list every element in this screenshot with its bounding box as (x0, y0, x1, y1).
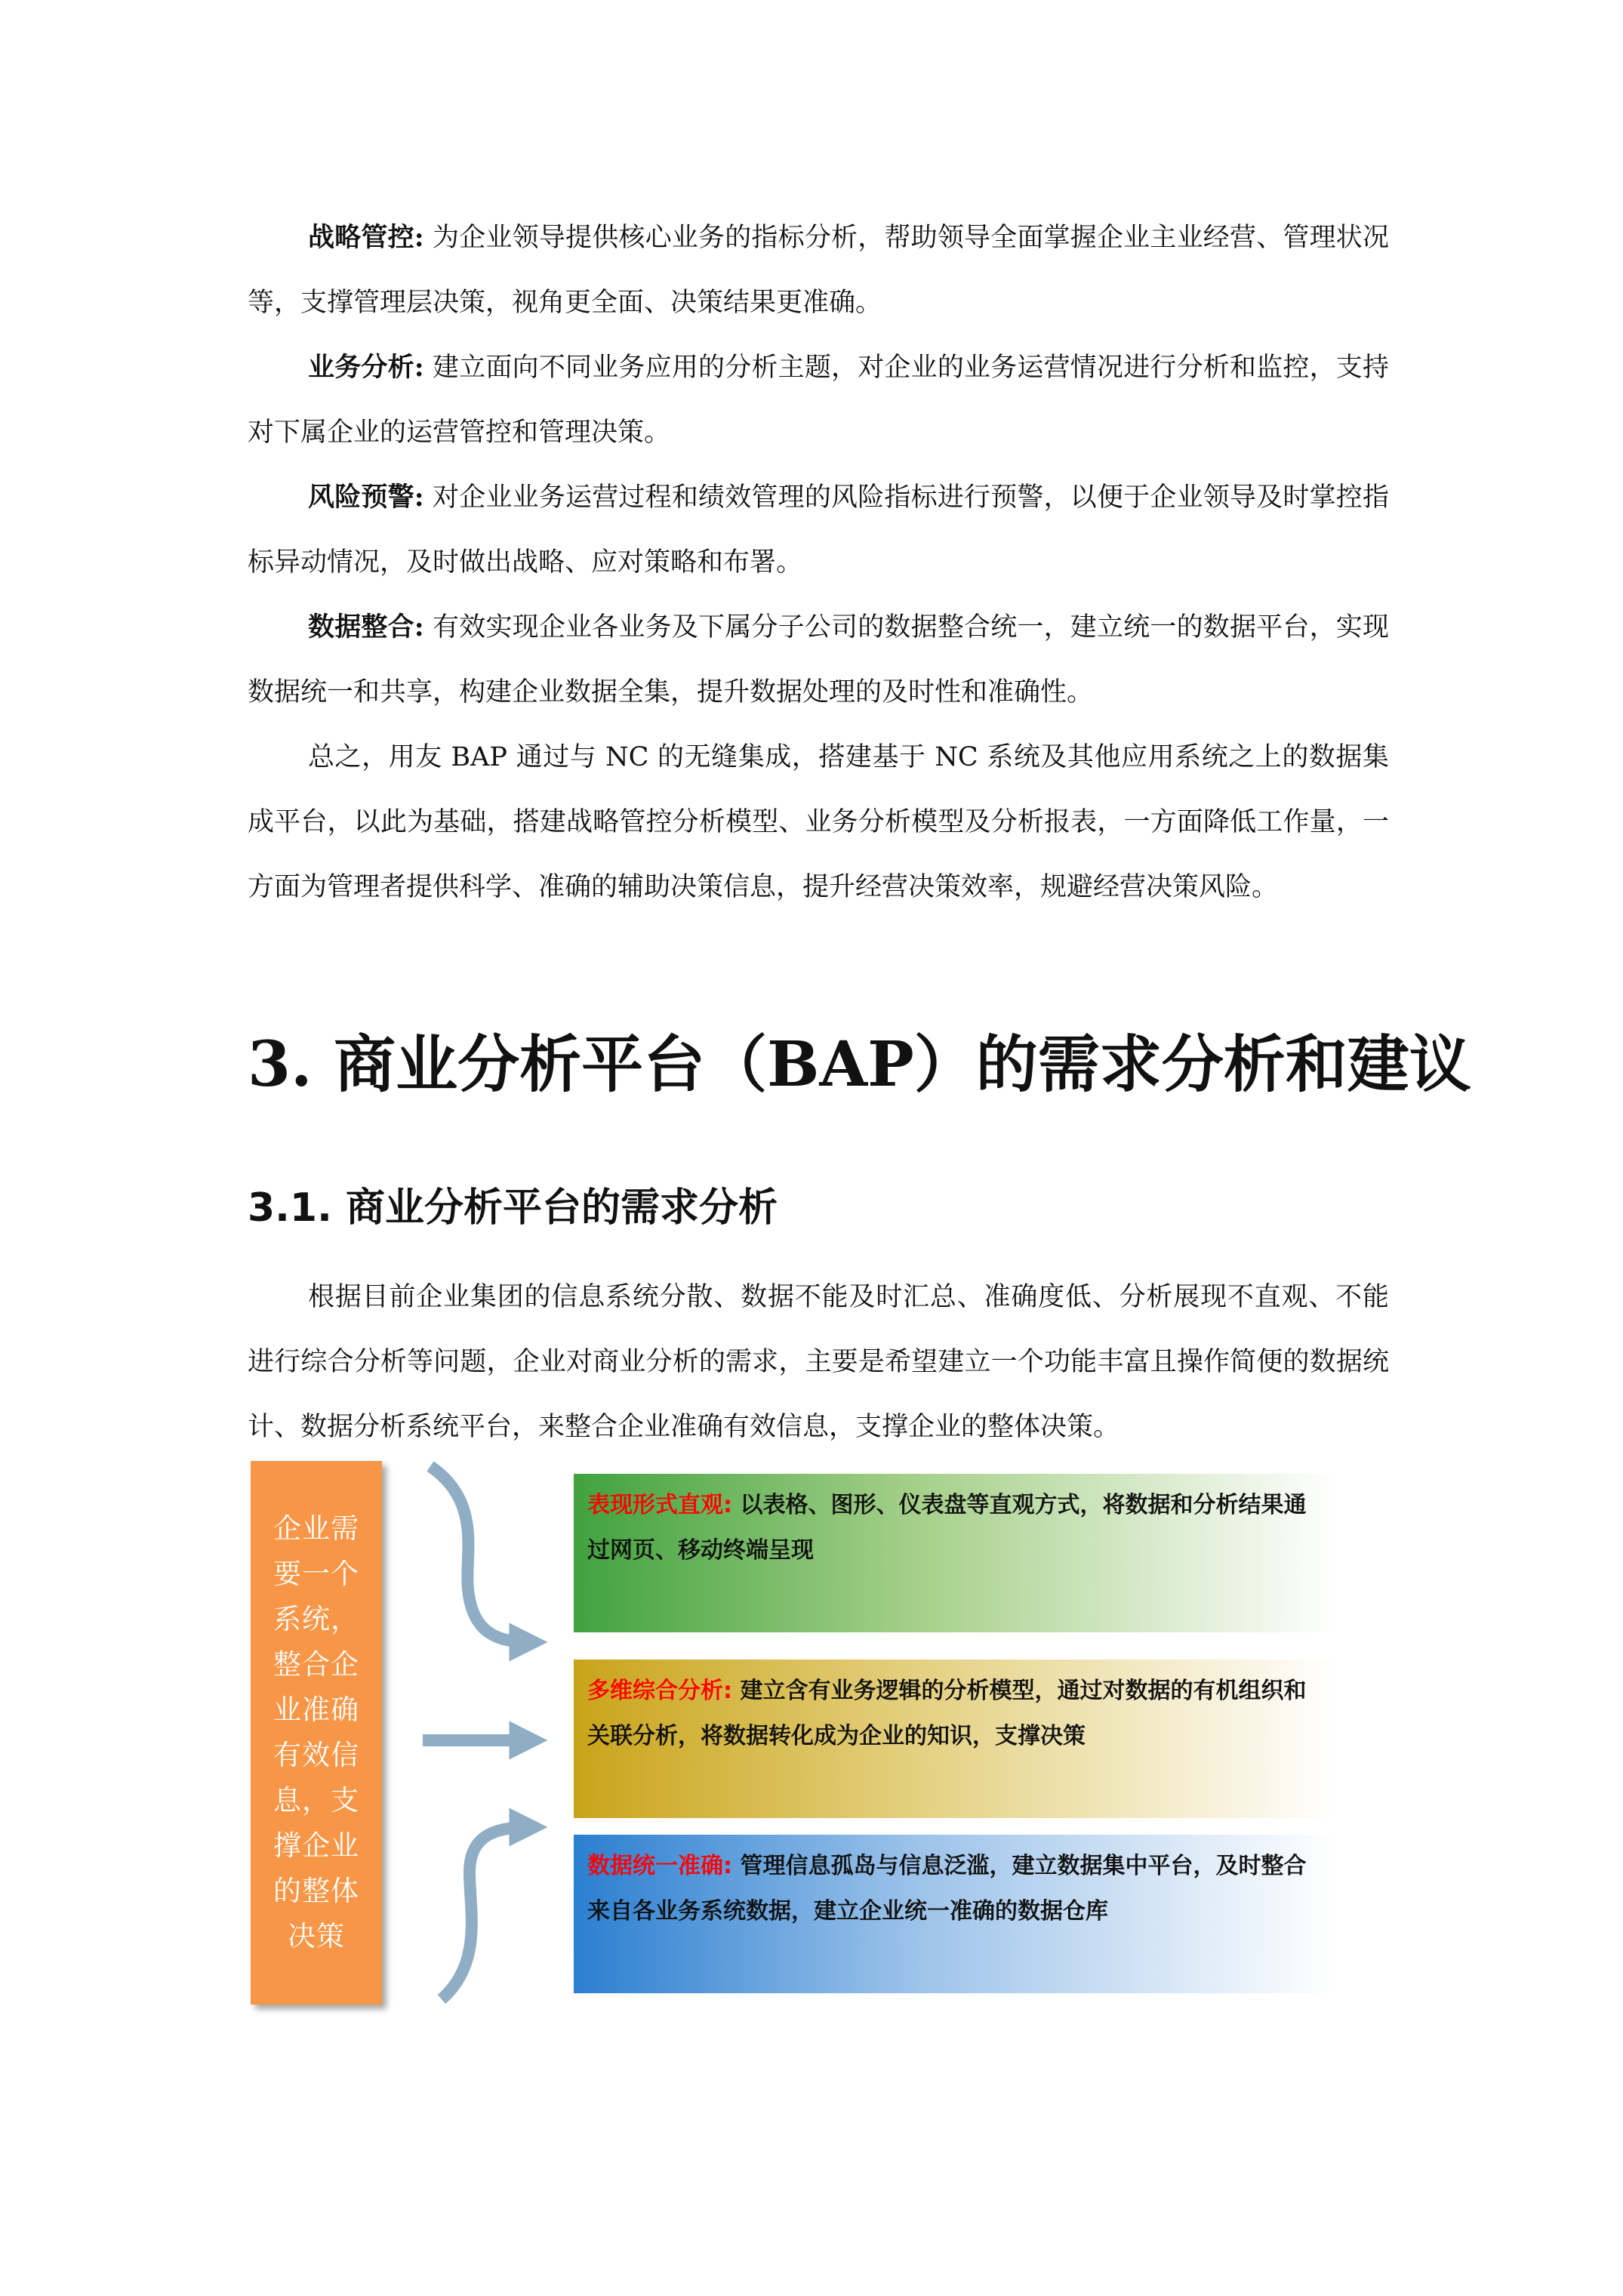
paragraph-intro: 根据目前企业集团的信息系统分散、数据不能及时汇总、准确度低、分析展现不直观、不能进行综合分析等问题，企业对商业分析的需求，主要是希望建立一个功能丰富且操作简便的数据统计、数据分析系统平台，来整合企业准确有效信息，支撑企业的整体决策。 (248, 1282, 1389, 1442)
box-text: 管理信息孤岛与信息泛滥，建立数据集中平台，及时整合来自各业务系统数据，建立企业统一准确的数据仓库 (587, 1853, 1307, 1925)
paragraph-text: 有效实现企业各业务及下属分子公司的数据整合统一，建立统一的数据平台，实现数据统一和共享，构建企业数据全集，提升数据处理的及时性和准确性。 (248, 612, 1389, 707)
diagram-box-multidimensional (574, 1660, 1336, 1818)
term-label: 战略管控: (308, 222, 424, 253)
subsection-heading: 3.1. 商业分析平台的需求分析 (248, 1185, 778, 1231)
box-label: 多维综合分析: (587, 1678, 732, 1704)
diagram-left-text: 企业需要一个系统，整合企业准确有效信息，支撑企业的整体决策 (273, 1512, 359, 1952)
paragraph-summary: 总之，用友 BAP 通过与 NC 的无缝集成，搭建基于 NC 系统及其他应用系统之上的数据集成平台，以此为基础，搭建战略管控分析模型、业务分析模型及分析报表，一方面降低工作量，一方面为管理者提供科学、准确的辅助决策信息，提升经营决策效率，规避经营决策风险。 (248, 742, 1389, 902)
arrow-up-curve (442, 1827, 528, 1999)
box-text: 以表格、图形、仪表盘等直观方式，将数据和分析结果通过网页、移动终端呈现 (587, 1492, 1307, 1564)
section-heading: 3. 商业分析平台（BAP）的需求分析和建议 (248, 1028, 1471, 1101)
box-text: 建立含有业务逻辑的分析模型，通过对数据的有机组织和关联分析，将数据转化成为企业的知识，支撑决策 (587, 1678, 1307, 1749)
box-label: 表现形式直观: (587, 1492, 732, 1518)
arrow-down-curve (430, 1466, 528, 1642)
paragraph-risk-warning (248, 465, 1389, 595)
paragraph-business-analysis (248, 335, 1389, 465)
term-label: 数据整合: (308, 612, 424, 643)
diagram-box-data-unified (574, 1835, 1336, 1993)
paragraph-data-integration (248, 595, 1389, 725)
term-label: 业务分析: (308, 352, 424, 383)
paragraph-strategic-control (248, 205, 1389, 335)
paragraph-text: 对企业业务运营过程和绩效管理的风险指标进行预警，以便于企业领导及时掌控指标异动情况，及时做出战略、应对策略和布署。 (248, 482, 1389, 578)
diagram-box-presentation (574, 1474, 1336, 1632)
box-label: 数据统一准确: (587, 1853, 732, 1879)
paragraph-text: 建立面向不同业务应用的分析主题，对企业的业务运营情况进行分析和监控，支持对下属企业的运营管控和管理决策。 (248, 353, 1389, 448)
paragraph-text: 为企业领导提供核心业务的指标分析，帮助领导全面掌握企业主业经营、管理状况等，支撑管理层决策，视角更全面、决策结果更准确。 (248, 223, 1389, 318)
diagram-arrows (408, 1457, 559, 2008)
term-label: 风险预警: (308, 482, 424, 513)
diagram-left-box (251, 1461, 382, 2005)
